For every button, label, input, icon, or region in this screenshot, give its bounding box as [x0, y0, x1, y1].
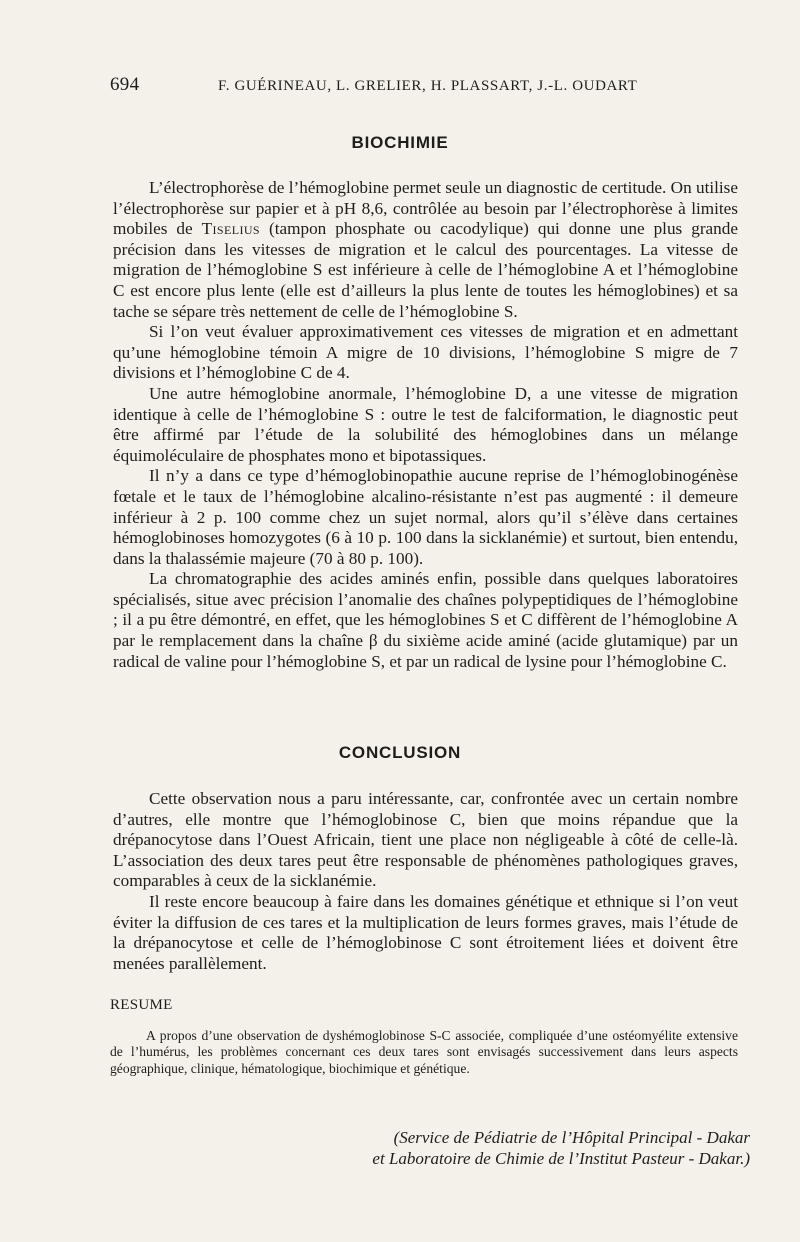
affiliation — [290, 1127, 750, 1169]
resume-label: RESUME — [110, 997, 173, 1013]
running-head-authors: F. GUÉRINEAU, L. GRELIER, H. PLASSART, J.-L. OUDART — [218, 78, 638, 94]
author-name-tiselius: Tiselius — [201, 219, 260, 239]
biochimie-body — [113, 178, 738, 672]
paragraph — [113, 178, 738, 322]
section-title-conclusion: CONCLUSION — [338, 743, 462, 762]
conclusion-body — [113, 789, 738, 974]
paragraph: Une autre hémoglobine anormale, l’hémoglobine D, a une vitesse de migration identique à celle de l’hémoglobine S : outre le test de falciformation, le diagnostic peut être affirmé par l’étude de la solubilité des hémoglobines dans un mélange équimoléculaire de phosphates mono et bipotassiques. — [113, 383, 738, 465]
paragraph: Il reste encore beaucoup à faire dans les domaines génétique et ethnique si l’on veut éviter la diffusion de ces tares et la multiplication de leurs formes graves, mais l’étude de la drépanocytose et celle de l’hémoglobinose C sont étroitement liées et doivent être menées parallèlement. — [113, 891, 738, 973]
paragraph: Si l’on veut évaluer approximativement ces vitesses de migration et en admettant qu’une hémoglobine témoin A migre de 10 divisions, l’hémoglobine S migre de 7 divisions et l’hémoglobine C de 4. — [113, 322, 738, 383]
paragraph: A propos d’une observation de dyshémoglobinose S-C associée, compliquée d’une ostéomyélite extensive de l’humérus, les problèmes concernant ces deux tares sont envisagés successivement dans leurs aspects géographique, clinique, hématologique, biochimique et génétique. — [110, 1028, 738, 1076]
paragraph: La chromatographie des acides aminés enfin, possible dans quelques laboratoires spécialisés, situe avec précision l’anomalie des chaînes polypeptidiques de l’hémoglobine ; il a pu être démontré, en effet, que les hémoglobines S et C diffèrent de l’hémoglobine A par le remplacement dans la chaîne β du sixième acide aminé (acide glutamique) par un radical de valine pour l’hémoglobine S, et par un radical de lysine pour l’hémoglobine C. — [113, 569, 738, 671]
affiliation-line: et Laboratoire de Chimie de l’Institut Pasteur - Dakar.) — [372, 1149, 750, 1168]
paragraph-part: L’électrophorèse de l’hémoglobine permet seule un diagnostic de certitude. On utilise l’électrophorèse sur papier et à pH 8,6, contrôlée au besoin par l’électrophorèse à limites mobiles de — [113, 178, 738, 239]
paragraph: Il n’y a dans ce type d’hémoglobinopathie aucune reprise de l’hémoglobinogénèse fœtale et le taux de l’hémoglobine alcalino-résistante n’est pas augmenté : il demeure inférieur à 2 p. 100 comme chez un sujet normal, alors qu’il s’élève dans certaines hémoglobinoses homozygotes (6 à 10 p. 100 dans la sicklanémie) et surtout, bien entendu, dans la thalassémie majeure (70 à 80 p. 100). — [113, 466, 738, 568]
paragraph-part: (tampon phosphate ou cacodylique) qui donne une plus grande précision dans les vitesses de migration et le calcul des pourcentages. La vitesse de migration de l’hémoglobine S est inférieure à celle de l’hémoglobine A et l’hémoglobine C est encore plus lente (elle est d’ailleurs la plus lente de toutes les hémoglobines) et sa tache se sépare très nettement de celle de l’hémoglobine S. — [113, 219, 738, 321]
section-title-biochimie: BIOCHIMIE — [351, 133, 449, 152]
page-number: 694 — [110, 74, 140, 95]
running-head — [110, 74, 680, 98]
resume-body — [110, 1028, 738, 1077]
paragraph: Cette observation nous a paru intéressante, car, confrontée avec un certain nombre d’autres, elle montre que l’hémoglobinose C, bien que moins répandue que la drépanocytose dans l’Ouest Africain, tient une place non négligeable à côté de celle-là. L’association des deux tares peut être responsable de phénomènes pathologiques graves, comparables à ceux de la sicklanémie. — [113, 789, 738, 891]
affiliation-line: (Service de Pédiatrie de l’Hôpital Principal - Dakar — [393, 1128, 750, 1147]
